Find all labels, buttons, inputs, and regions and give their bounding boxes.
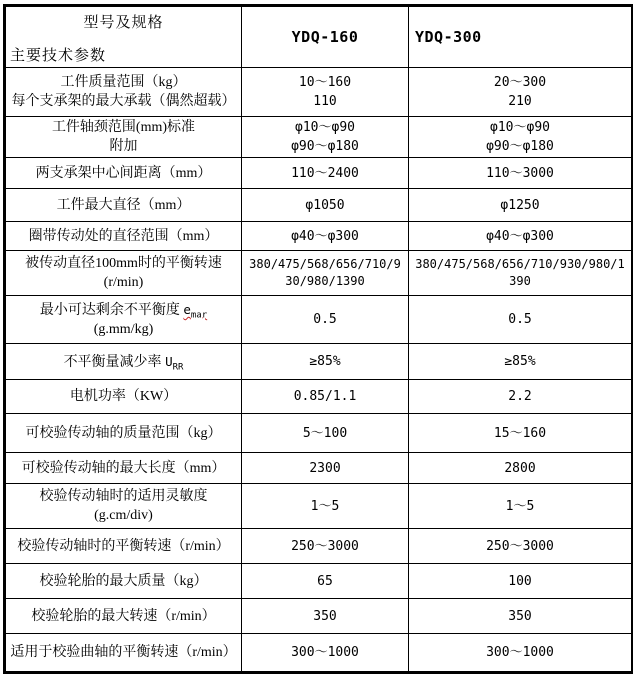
value-cell-ydq-160 [242, 529, 409, 564]
value-line: φ40～φ300 [291, 228, 359, 244]
row-label-cell [5, 380, 242, 414]
table-row [5, 296, 633, 344]
value-cell-ydq-300 [409, 117, 633, 158]
row-label-cell [5, 484, 242, 529]
value-line: 110 [313, 94, 337, 109]
corner-label-model-spec: 型号及规格 [83, 15, 164, 31]
value-line: 20～300 [493, 75, 547, 90]
row-label-cell [5, 599, 242, 634]
row-label-cell [5, 68, 242, 117]
value-line: 65 [317, 573, 333, 589]
table-row [5, 117, 633, 158]
value-cell-ydq-300 [409, 634, 633, 673]
value-cell-ydq-300 [409, 599, 633, 634]
value-cell-ydq-300 [409, 222, 633, 251]
row-label-line: 校验传动轴时的平衡转速（r/min） [17, 538, 230, 554]
row-label-line: 适用于校验曲轴的平衡转速（r/min） [10, 645, 237, 660]
value-line: 1～5 [310, 498, 340, 514]
row-label-cell [5, 189, 242, 222]
value-line: 250～3000 [291, 538, 359, 554]
column-header-ydq-160: YDQ-160 [242, 6, 409, 68]
value-line: 380/475/568/656/710/930/980/1390 [415, 257, 625, 288]
value-line: 10～160 [298, 75, 352, 90]
value-line: φ10～φ90 [295, 120, 355, 135]
table-row [5, 344, 633, 380]
table-row [5, 222, 633, 251]
row-label-line: 被传动直径100mm时的平衡转速 [25, 256, 222, 271]
row-label-cell [5, 296, 242, 344]
value-cell-ydq-160 [242, 484, 409, 529]
value-line: φ1050 [305, 197, 345, 213]
row-label-line: 校验轮胎的最大质量（kg） [39, 573, 208, 589]
value-cell-ydq-160 [242, 189, 409, 222]
value-cell-ydq-160 [242, 380, 409, 414]
value-cell-ydq-160 [242, 414, 409, 453]
spec-table-body [5, 6, 633, 673]
value-line: φ1250 [500, 197, 540, 213]
value-cell-ydq-160 [242, 599, 409, 634]
value-line: 0.5 [313, 312, 337, 327]
row-label-cell [5, 222, 242, 251]
table-row [5, 529, 633, 564]
row-label-line: 校验传动轴时的适用灵敏度 [39, 489, 208, 504]
value-cell-ydq-300 [409, 68, 633, 117]
table-row [5, 484, 633, 529]
row-label-line: 附加 [109, 139, 138, 154]
value-cell-ydq-300 [409, 296, 633, 344]
value-line: φ90～φ180 [291, 139, 359, 154]
table-row [5, 68, 633, 117]
row-label-cell [5, 117, 242, 158]
row-label-line: 可校验传动轴的质量范围（kg） [25, 425, 222, 441]
row-label-line: 工件质量范围（kg） [60, 75, 187, 90]
header-corner-cell [5, 6, 242, 68]
value-line: 2300 [309, 460, 341, 476]
value-line: φ90～φ180 [486, 139, 554, 154]
table-row [5, 564, 633, 599]
value-cell-ydq-300 [409, 564, 633, 599]
subscript-symbol: $U_{RR}$ [165, 353, 184, 372]
row-label-cell [5, 251, 242, 296]
value-cell-ydq-160 [242, 158, 409, 189]
table-row [5, 380, 633, 414]
value-cell-ydq-300 [409, 344, 633, 380]
value-cell-ydq-160 [242, 564, 409, 599]
corner-label-main-parameters: 主要技术参数 [10, 48, 107, 64]
value-line: 5～100 [302, 425, 348, 441]
row-label-line: 两支承架中心间距离（mm） [35, 165, 212, 181]
row-label-cell [5, 158, 242, 189]
value-cell-ydq-300 [409, 380, 633, 414]
value-line: 110～2400 [291, 165, 359, 181]
row-label-cell [5, 529, 242, 564]
value-line: 15～160 [493, 425, 547, 441]
value-cell-ydq-300 [409, 453, 633, 484]
row-label-line: 电机功率（KW） [69, 389, 178, 404]
value-cell-ydq-300 [409, 189, 633, 222]
value-cell-ydq-160 [242, 222, 409, 251]
row-label-line: 校验轮胎的最大转速（r/min） [31, 608, 216, 624]
row-label-line: 可校验传动轴的最大长度（mm） [21, 460, 226, 476]
value-cell-ydq-160 [242, 117, 409, 158]
row-label-line: 工件轴颈范围(mm)标准 [51, 120, 196, 135]
value-cell-ydq-300 [409, 158, 633, 189]
value-line: ≥85% [309, 354, 341, 369]
value-line: 350 [508, 608, 532, 624]
row-label-line: (g.mm/kg) [93, 322, 154, 337]
table-row [5, 634, 633, 673]
value-line: φ10～φ90 [490, 120, 550, 135]
value-line: 1～5 [505, 498, 535, 514]
row-label-cell [5, 634, 242, 673]
spellchecked-subscript-symbol: $e_{mar}$ [183, 302, 208, 321]
value-line: 350 [313, 608, 337, 624]
row-label-line: 圈带传动处的直径范围（mm） [28, 228, 219, 244]
value-line: 210 [508, 94, 532, 109]
value-line: 100 [508, 573, 532, 589]
table-row [5, 158, 633, 189]
row-label-cell [5, 564, 242, 599]
value-line: 300～1000 [486, 645, 554, 660]
value-line: φ40～φ300 [486, 228, 554, 244]
value-cell-ydq-160 [242, 453, 409, 484]
spec-table [3, 4, 633, 674]
table-row [5, 599, 633, 634]
table-row [5, 414, 633, 453]
value-cell-ydq-300 [409, 251, 633, 296]
row-label-line: 最小可达剩余不平衡度 $e_{mar}$ [39, 302, 208, 321]
value-cell-ydq-300 [409, 414, 633, 453]
value-line: 300～1000 [291, 645, 359, 660]
table-row [5, 251, 633, 296]
row-label-cell [5, 344, 242, 380]
column-header-ydq-300: YDQ-300 [409, 6, 633, 68]
value-line: 0.5 [508, 312, 532, 327]
value-cell-ydq-160 [242, 251, 409, 296]
value-line: 0.85/1.1 [293, 389, 357, 404]
row-label-line: 每个支承架的最大承载（偶然超载） [11, 94, 236, 109]
table-row [5, 453, 633, 484]
row-label-line: (r/min) [103, 275, 144, 290]
value-cell-ydq-300 [409, 484, 633, 529]
table-row [5, 189, 633, 222]
row-label-line: (g.cm/div) [94, 508, 153, 523]
header-corner-wrap [10, 8, 237, 66]
value-cell-ydq-160 [242, 68, 409, 117]
value-line: 250～3000 [486, 538, 554, 554]
row-label-cell [5, 414, 242, 453]
value-line: ≥85% [504, 354, 536, 369]
row-label-line: 不平衡量减少率 $U_{RR}$ [63, 353, 184, 372]
value-cell-ydq-160 [242, 296, 409, 344]
value-line: 2.2 [508, 389, 532, 404]
value-line: 110～3000 [486, 165, 554, 181]
value-cell-ydq-160 [242, 344, 409, 380]
value-line: 380/475/568/656/710/930/980/1390 [249, 257, 401, 288]
row-label-cell [5, 453, 242, 484]
row-label-line: 工件最大直径（mm） [56, 197, 191, 213]
value-cell-ydq-160 [242, 634, 409, 673]
header-row [5, 6, 633, 68]
value-cell-ydq-300 [409, 529, 633, 564]
value-line: 2800 [504, 460, 536, 476]
